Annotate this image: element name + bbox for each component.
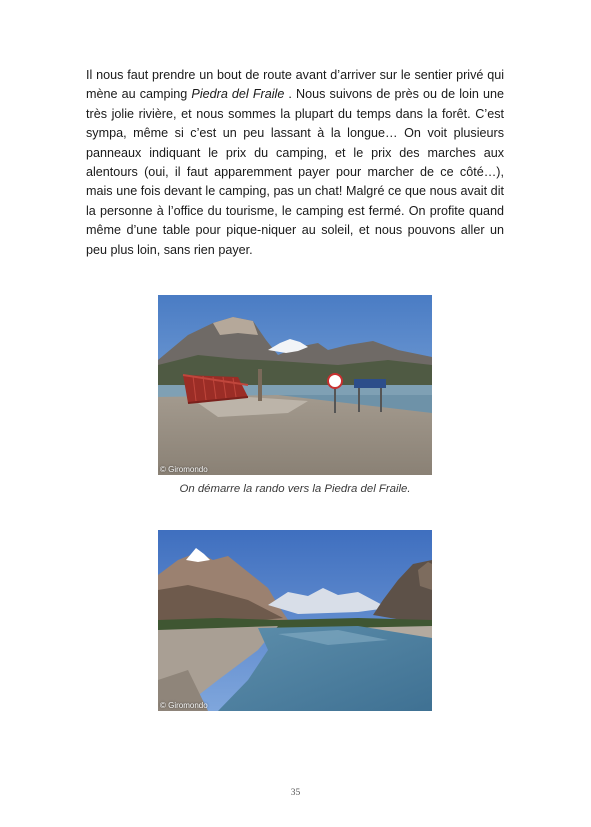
photo-credit: © Giromondo: [160, 465, 208, 474]
paragraph-text-end: . Nous suivons de près ou de loin une très jolie rivière, et nous sommes la plupart du temps dans la forêt. C’est sympa, même si c’est un peu lassant à la longue… On voit plusieurs panneaux indiquant le prix du camping, et le prix des marches aux alentours (oui, il faut apparemment payer pour marcher de ce côté…), mais une fois devant le camping, pas un chat! Malgré ce que nous avait dit la personne à l’office du tourisme, le camping est fermé. On profite quand même d’une table pour pique-niquer au soleil, et nous pouvons aller un peu plus loin, sans rien payer.: [86, 87, 504, 257]
photo-bridge-mountains: [158, 295, 432, 475]
photo-caption: On démarre la rando vers la Piedra del Fraile.: [179, 483, 411, 495]
paragraph-text-start: Il nous faut prendre un bout de route avant d’arriver sur le sentier privé qui mène au camping: [86, 68, 504, 102]
place-name-emphasis: Piedra del Fraile: [191, 87, 285, 102]
photo-river-image: [158, 530, 432, 711]
photo-river-valley: [158, 530, 432, 711]
photo-credit: © Giromondo: [160, 701, 208, 710]
photo-bridge-image: [158, 295, 432, 475]
page-number: 35: [290, 788, 301, 798]
body-paragraph: [86, 66, 504, 260]
